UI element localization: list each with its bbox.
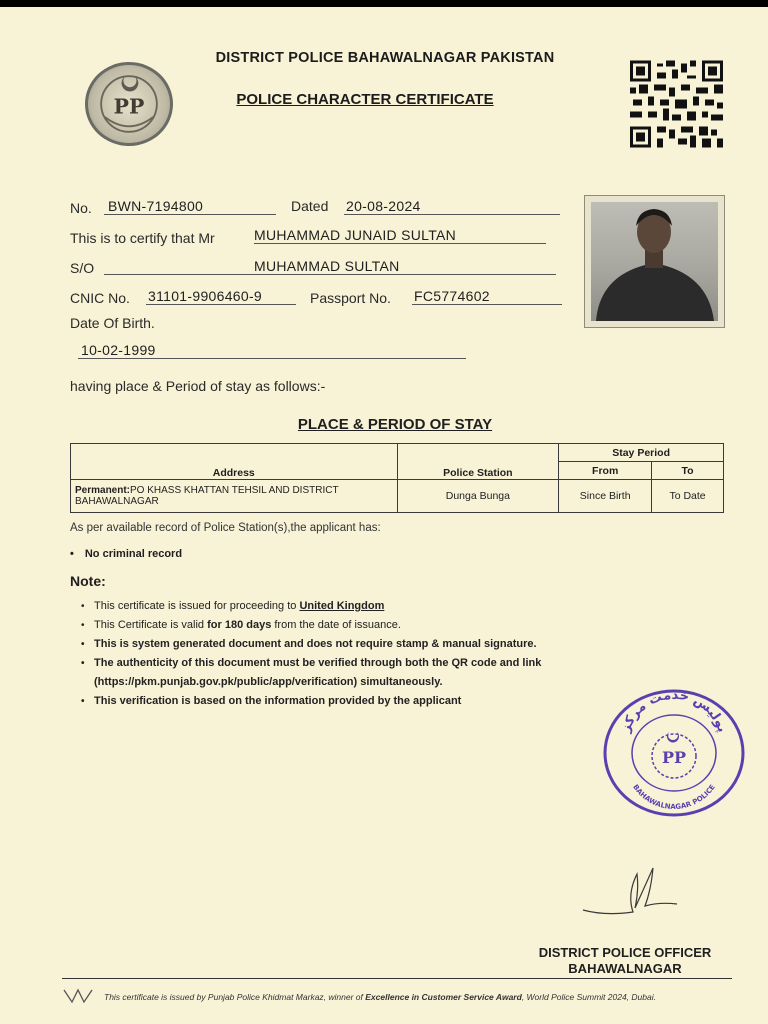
list-item: • The authenticity of this document must be verified through both the QR code and link (https://pkm.punjab.gov.pk/public/app/verification) simultaneously. — [94, 654, 694, 692]
issue-date: 20-08-2024 — [344, 198, 560, 215]
footer-text: This certificate is issued by Punjab Police Khidmat Markaz, winner of Excellence in Customer Service Award, World Police Summit 2024, Dubai. — [104, 992, 656, 1002]
bullet-icon: • — [70, 548, 74, 560]
address-type: Permanent: — [75, 485, 131, 496]
footer-divider — [62, 978, 732, 979]
dob-label: Date Of Birth. — [70, 315, 155, 331]
svg-text:BAHAWALNAGAR POLICE: BAHAWALNAGAR POLICE — [631, 783, 717, 812]
list-item: • This is system generated document and does not require stamp & manual signature. — [94, 635, 694, 654]
address-header: Address — [71, 444, 398, 480]
father-name: MUHAMMAD SULTAN — [104, 258, 556, 275]
date-of-birth: 10-02-1999 — [78, 342, 466, 359]
to-cell: To Date — [652, 480, 724, 513]
police-station-cell: Dunga Bunga — [397, 480, 559, 513]
cnic-label: CNIC No. — [70, 290, 130, 306]
dated-label: Dated — [291, 198, 329, 214]
officer-title: DISTRICT POLICE OFFICER — [538, 945, 712, 960]
passport-label: Passport No. — [310, 290, 391, 306]
address-cell — [71, 480, 398, 513]
applicant-photo — [584, 195, 725, 328]
from-cell: Since Birth — [559, 480, 652, 513]
address-text: PO KHASS KHATTAN TEHSIL AND DISTRICT BAHAWALNAGAR — [75, 485, 339, 507]
cnic-number: 31101-9906460-9 — [146, 288, 296, 305]
police-station-header: Police Station — [397, 444, 559, 480]
stay-intro: having place & Period of stay as follows:- — [70, 378, 326, 394]
svg-text:PP: PP — [661, 748, 687, 767]
verification-link: (https://pkm.punjab.gov.pk/public/app/verification) simultaneously. — [94, 676, 443, 688]
stay-period-header: Stay Period — [559, 444, 724, 462]
certificate-title: POLICE CHARACTER CERTIFICATE — [236, 91, 494, 108]
list-item: • This Certificate is valid for 180 days from the date of issuance. — [94, 616, 694, 635]
officer-location: BAHAWALNAGAR — [568, 961, 682, 976]
passport-number: FC5774602 — [412, 288, 562, 305]
no-label: No. — [70, 200, 92, 216]
note-title: Note: — [70, 573, 106, 589]
record-item-text: No criminal record — [84, 548, 183, 560]
police-stamp-icon — [603, 688, 745, 818]
award-name: Excellence in Customer Service Award — [365, 992, 522, 1002]
so-label: S/O — [70, 260, 95, 276]
list-item: • This verification is based on the information provided by the applicant — [94, 692, 694, 711]
header-title: DISTRICT POLICE BAHAWALNAGAR PAKISTAN — [215, 50, 555, 66]
qr-code-icon[interactable] — [630, 60, 723, 148]
svg-text:PP: PP — [113, 94, 145, 119]
list-item: • This certificate is issued for proceeding to United Kingdom — [94, 597, 694, 616]
stay-table — [70, 443, 724, 513]
police-emblem-icon — [85, 62, 173, 146]
signature-icon — [575, 858, 685, 922]
destination-country: United Kingdom — [299, 600, 385, 612]
stay-section-title: PLACE & PERIOD OF STAY — [297, 416, 493, 433]
record-item — [70, 548, 182, 560]
from-header: From — [559, 462, 652, 480]
certify-label: This is to certify that Mr — [70, 230, 215, 246]
certificate-number: BWN-7194800 — [104, 198, 276, 215]
record-intro: As per available record of Police Station(s),the applicant has: — [70, 522, 381, 534]
applicant-name: MUHAMMAD JUNAID SULTAN — [254, 227, 546, 244]
to-header: To — [652, 462, 724, 480]
table-row — [71, 480, 724, 513]
officer-block — [510, 945, 740, 977]
khidmat-markaz-logo-icon — [62, 986, 96, 1006]
svg-text:پولیس خدمت مرکز: پولیس خدمت مرکز — [618, 688, 730, 735]
top-border — [0, 0, 768, 7]
